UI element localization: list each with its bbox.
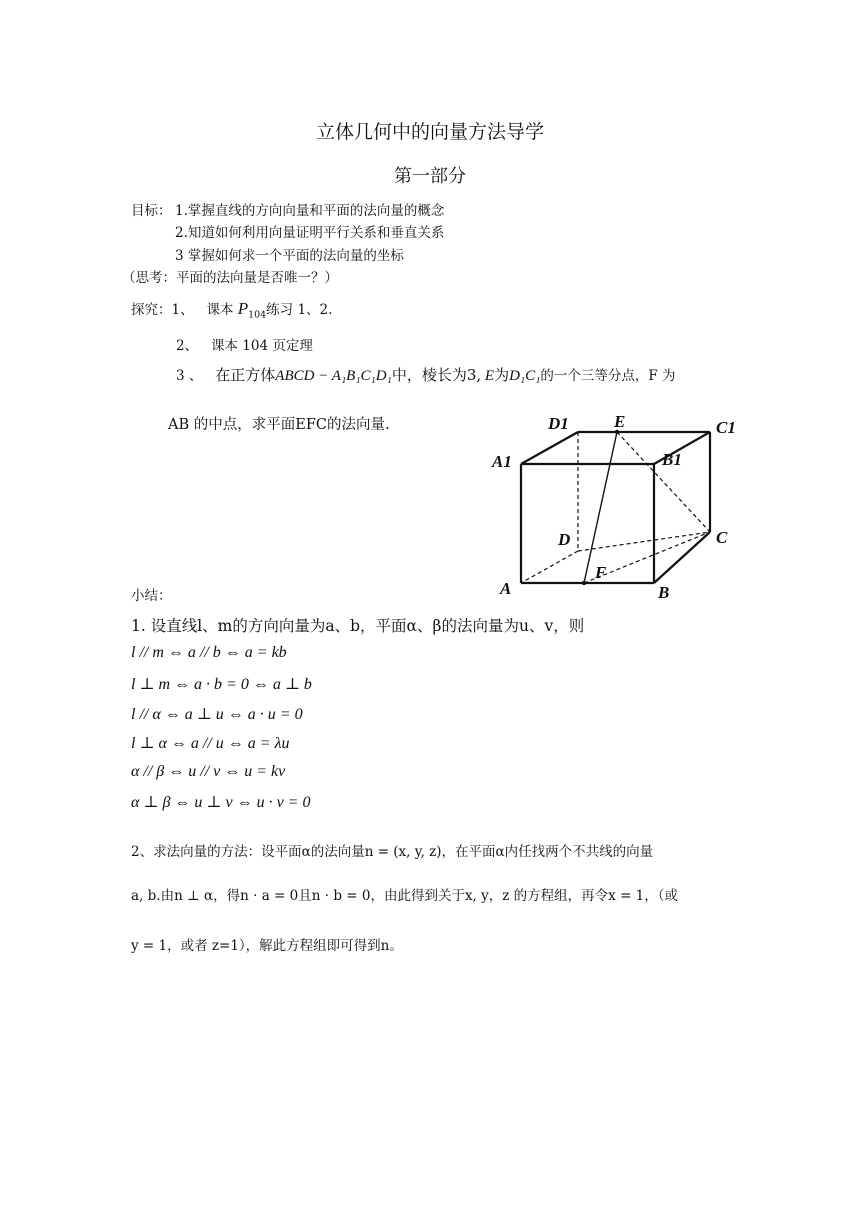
formula-line: l // α ⇔ a ⊥ u ⇔ a · u = 0 — [131, 706, 303, 723]
formula-line: l // m ⇔ a // b ⇔ a = kb — [131, 644, 287, 661]
explore-item-1: 探究：1、 课本 $P_{104}$练习 1、2. — [131, 299, 333, 321]
summary-label: 小结： — [131, 588, 172, 604]
explore-item-2: 2、 课本 104 页定理 — [176, 338, 313, 354]
label-D1: D1 — [548, 414, 569, 433]
method-line-1: 2、求法向量的方法：设平面α的法向量n = (x, y, z)，在平面α内任找两个不共线的向量 — [131, 844, 654, 860]
method-line-3: y = 1，或者 z=1），解此方程组即可得到n。 — [131, 938, 403, 954]
label-B1: B1 — [662, 450, 682, 469]
summary-point-1: 1. 设直线l、m的方向向量为a、b，平面α、β的法向量为u、v，则 — [131, 617, 585, 635]
goal-item: 3 掌握如何求一个平面的法向量的坐标 — [175, 248, 404, 264]
cube-diagram — [490, 405, 750, 605]
label-A: A — [500, 579, 512, 598]
goals-label: 目标： — [131, 203, 172, 219]
page-title: 立体几何中的向量方法导学 — [315, 121, 544, 143]
explore-label: 探究：1、 — [131, 302, 194, 318]
label-E: E — [614, 412, 626, 431]
formula-line: l ⊥ m ⇔ a · b = 0 ⇔ a ⊥ b — [131, 676, 312, 693]
formula-line: α ⊥ β ⇔ u ⊥ v ⇔ u · v = 0 — [131, 794, 311, 811]
goal-item: 1.掌握直线的方向向量和平面的法向量的概念 — [175, 203, 445, 219]
formula-line: α // β ⇔ u // v ⇔ u = kv — [131, 763, 286, 780]
method-line-2: a, b.由n ⊥ α，得n · a = 0且n · b = 0，由此得到关于x, y，z 的方程组，再令x = 1，（或 — [131, 888, 679, 904]
goal-item: 2.知道如何利用向量证明平行关系和垂直关系 — [175, 225, 445, 241]
label-C: C — [716, 528, 728, 547]
section-heading: 第一部分 — [394, 166, 466, 187]
label-D: D — [558, 530, 571, 549]
label-B: B — [658, 583, 670, 602]
label-A1: A1 — [492, 452, 512, 471]
explore-item-3: 3 、 在正方体ABCD − A₁B₁C₁D₁中，棱长为3, E为D₁C₁的一个三等分点，F 为 — [176, 366, 676, 384]
think-question: （思考：平面的法向量是否唯一？） — [122, 270, 338, 286]
label-F: F — [595, 563, 607, 582]
explore-item-3-line2: AB 的中点，求平面EFC的法向量. — [168, 417, 390, 433]
formula-line: l ⊥ α ⇔ a // u ⇔ a = λu — [131, 735, 290, 752]
label-C1: C1 — [716, 418, 736, 437]
